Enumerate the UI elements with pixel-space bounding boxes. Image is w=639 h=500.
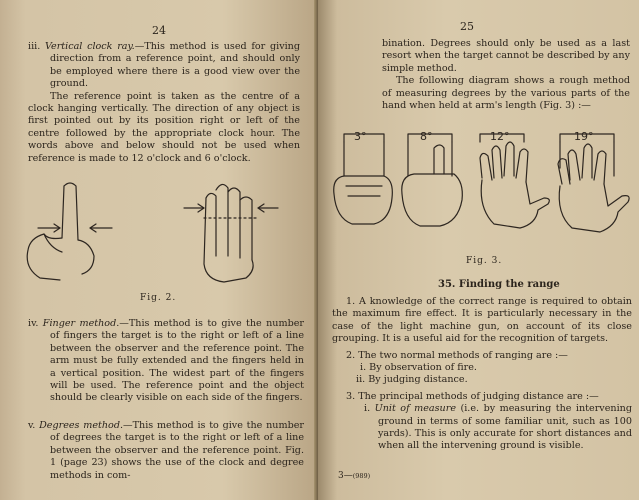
section-title: Vertical clock ray. bbox=[44, 41, 135, 52]
page-number: 25 bbox=[460, 20, 474, 33]
page-number: 24 bbox=[152, 24, 166, 37]
list-item: i. By observation of fire. bbox=[360, 362, 477, 374]
finger-method-hand-illustration bbox=[20, 178, 280, 288]
paragraph: 1. A knowledge of the correct range is required to obtain the maximum fire effect. It is particularly necessary in the case of the light machine gun, on account of its close grouping. It is a useful aid for the recognition of targets. bbox=[332, 296, 632, 345]
section-text: —This method is to give the number of fingers the target is to the right or left of a line between the observer and the reference point. The arm must be fully extended and the fingers held in a vertical position. The widest part of the fingers will be used. The reference point and the object should be clearly visible on each side of the fingers. bbox=[50, 318, 304, 404]
degree-measurement-diagram bbox=[322, 128, 632, 246]
paragraph: 2. The two normal methods of ranging are :— bbox=[346, 349, 568, 361]
section-degrees-method bbox=[14, 420, 304, 482]
print-code: (989) bbox=[352, 472, 371, 480]
paragraph: 3. The principal methods of judging distance are :— bbox=[346, 390, 599, 402]
list-text: (i.e. by measuring the intervening ground in terms of some familiar unit, such as 100 yards). This is only accurate for short distances and when all the intervening ground is visible. bbox=[378, 403, 632, 452]
degree-label: 19° bbox=[574, 130, 594, 143]
right-page bbox=[318, 0, 639, 500]
section-title: Finger method. bbox=[42, 318, 120, 329]
section-heading: 35. Finding the range bbox=[438, 279, 560, 290]
section-number: iii. bbox=[28, 41, 41, 52]
section-text: —This method is to give the number of degrees the target is to the right or left of a line between the observer and the reference point. Fig. 1 (page 23) shows the use of the clock and degree methods in com- bbox=[50, 420, 304, 481]
left-page bbox=[0, 0, 318, 500]
figure-caption: Fig. 2. bbox=[140, 293, 177, 303]
degree-label: 12° bbox=[490, 130, 510, 143]
continuation-paragraph: bination. Degrees should only be used as a last resort when the target cannot be described by any simple method. bbox=[382, 38, 630, 74]
list-number: i. bbox=[364, 403, 371, 415]
section-vertical-clock-ray bbox=[14, 41, 300, 165]
finding-the-range-text bbox=[332, 296, 632, 453]
diagram-intro: The following diagram shows a rough method of measuring degrees by the various parts of the hand when held at arm's length (Fig. 3) :— bbox=[382, 75, 630, 112]
list-item: ii. By judging distance. bbox=[356, 374, 468, 386]
section-finger-method bbox=[14, 318, 304, 405]
signature-mark: 3— bbox=[338, 471, 353, 481]
section-number: v. bbox=[28, 420, 36, 431]
degree-label: 8° bbox=[420, 130, 433, 143]
section-text: —This method is used for giving direction from a reference point, and should only be employed where there is a good view over the ground. bbox=[50, 41, 301, 90]
section-paragraph: The reference point is taken as the centre of a clock hanging vertically. The direction of any object is first pointed out by its position right or left of the centre followed by the appropriate clock hour. The words above and below should not be used when reference is made to 12 o'clock and 6 o'clock. bbox=[28, 90, 300, 164]
list-title: Unit of measure bbox=[374, 403, 456, 415]
footer-mark bbox=[338, 471, 370, 481]
section-number: iv. bbox=[28, 318, 39, 329]
degree-label: 3° bbox=[354, 130, 367, 143]
figure-caption: Fig. 3. bbox=[466, 256, 503, 266]
section-title: Degrees method. bbox=[39, 420, 124, 431]
continuation-text bbox=[382, 38, 630, 112]
